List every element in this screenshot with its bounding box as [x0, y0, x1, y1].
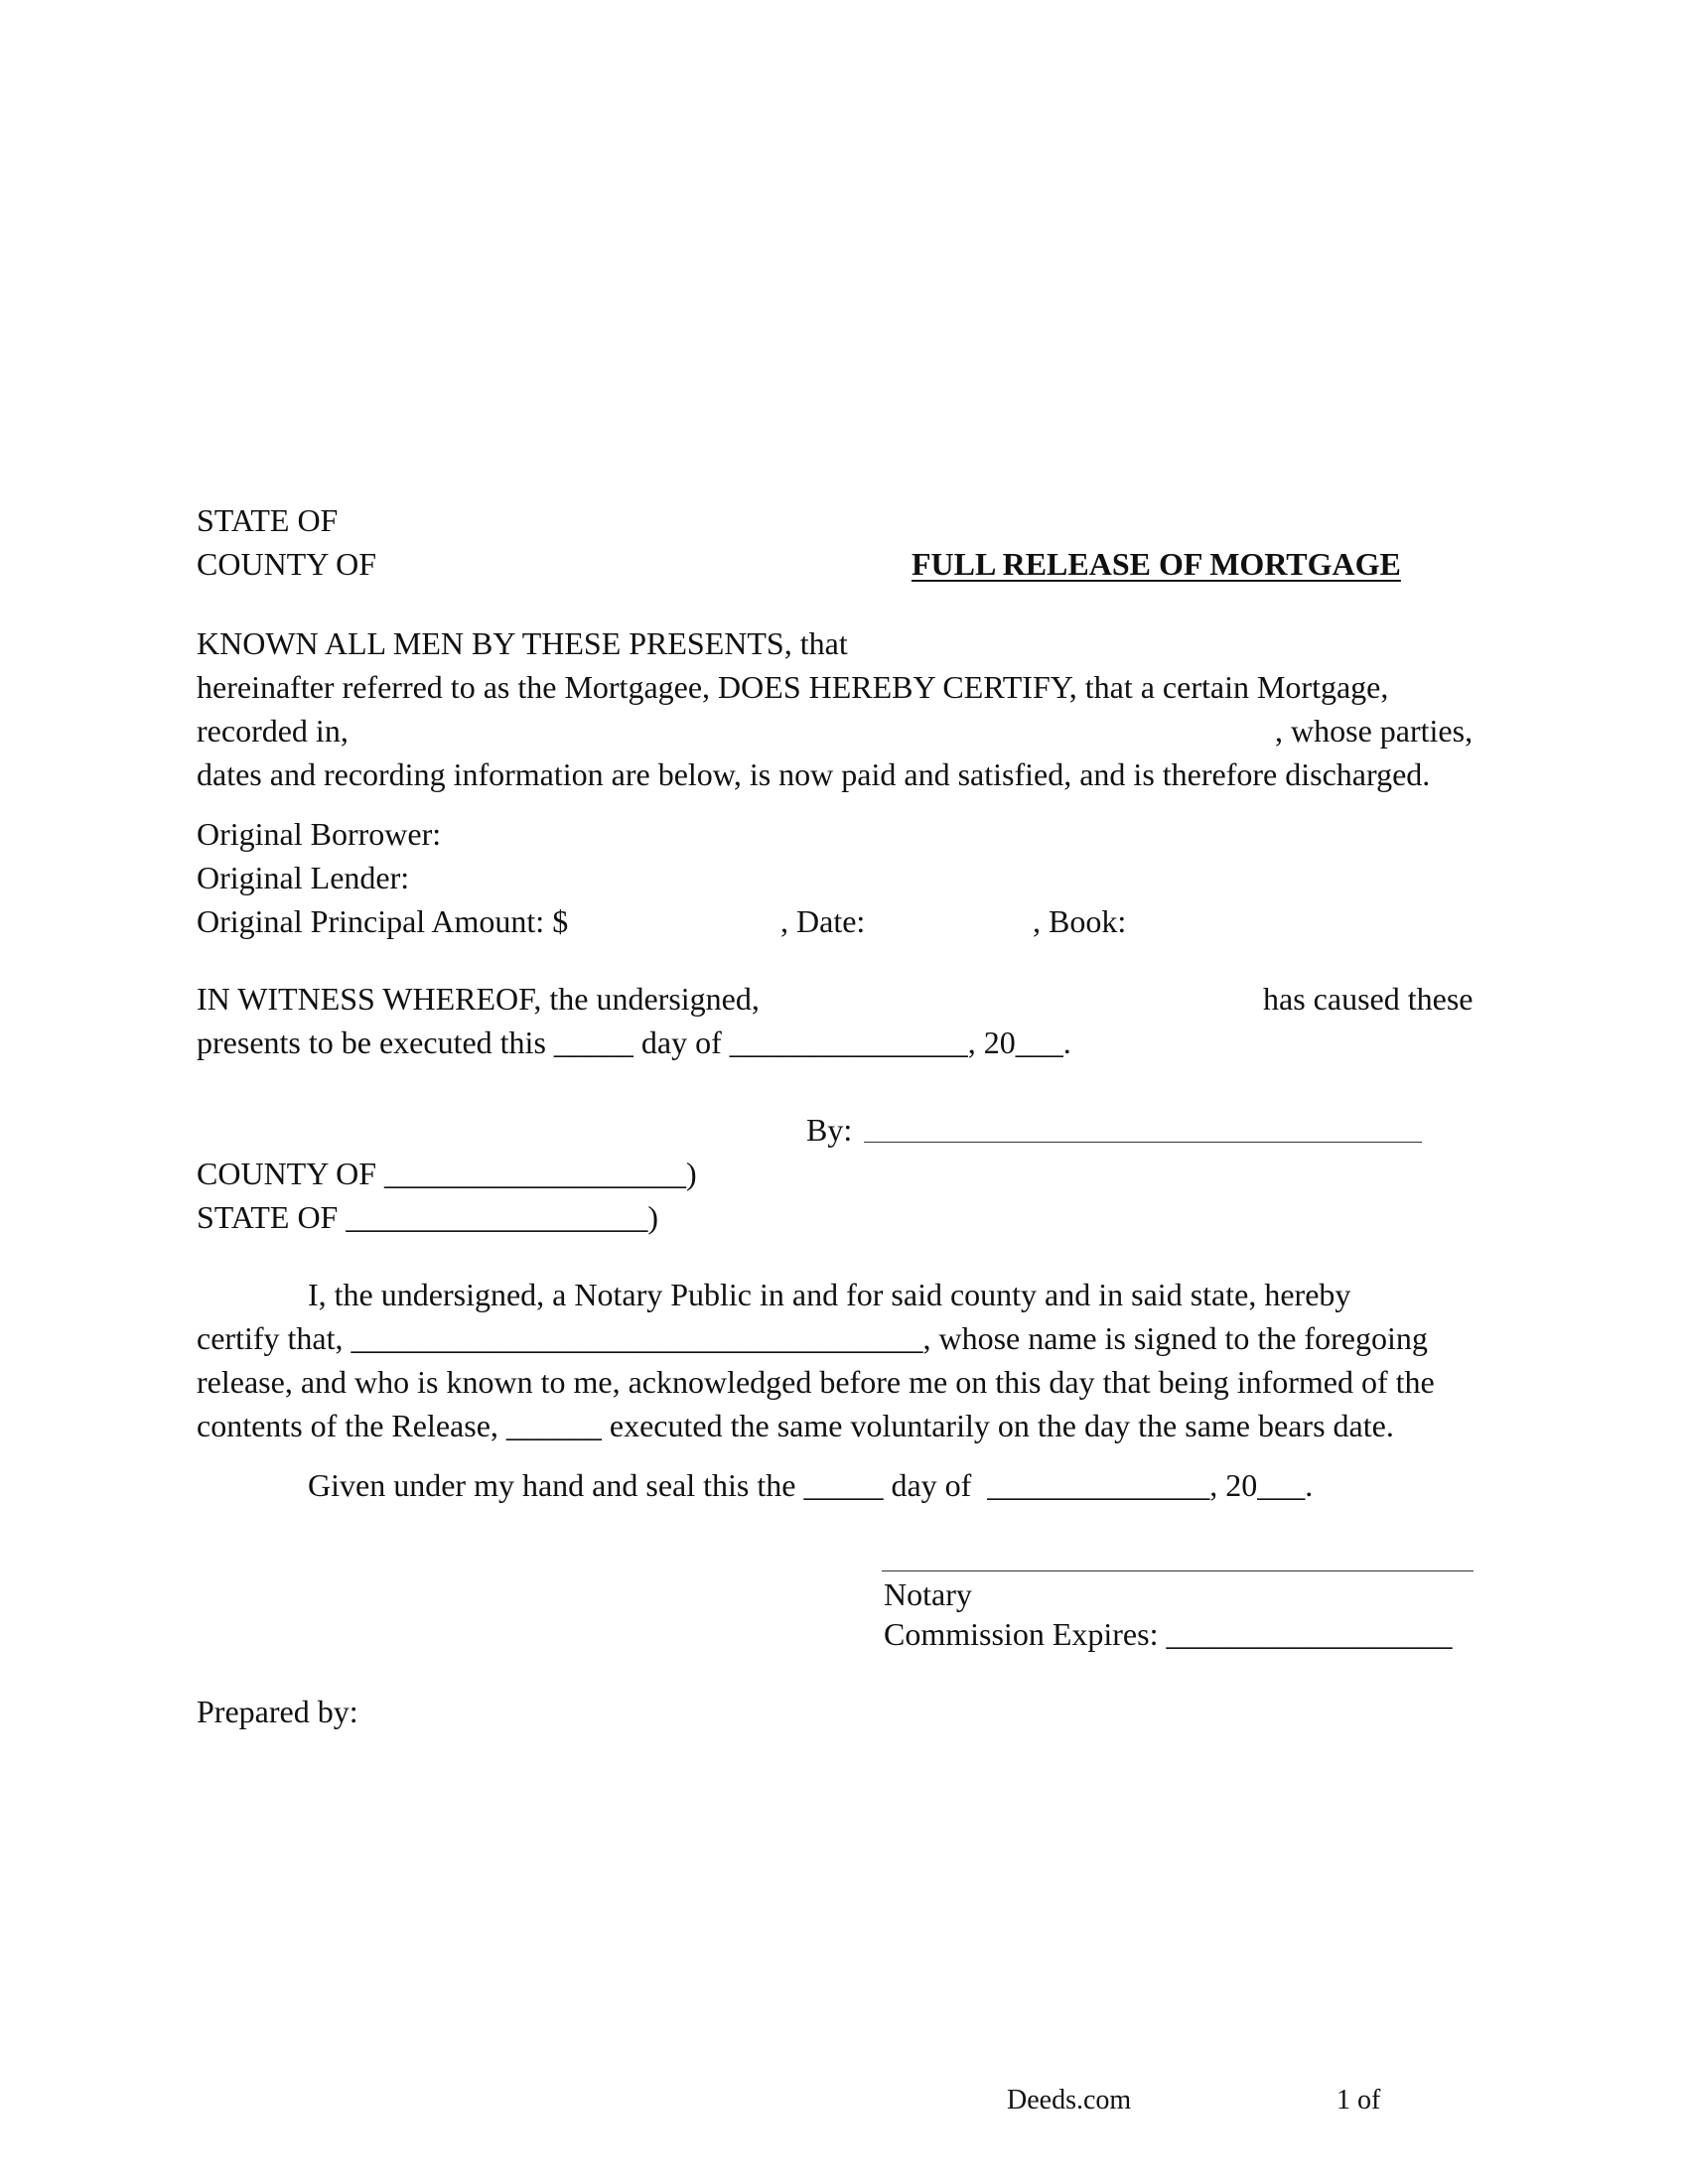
footer-page-number: 1 of: [1336, 2085, 1381, 2116]
state-label: STATE OF: [197, 502, 339, 538]
witness-line-1-end: has caused these: [1263, 981, 1474, 1017]
intro-line-3-end: , whose parties,: [1275, 713, 1474, 749]
original-amount-label: Original Principal Amount: $: [197, 903, 569, 939]
notary-line-2: certify that, ____________________________________, whose name is signed to the foregoing: [197, 1320, 1428, 1356]
book-label: , Book:: [1033, 903, 1127, 939]
intro-line-3-start: recorded in,: [197, 713, 349, 749]
notary-signature-line: [882, 1570, 1474, 1571]
original-borrower-label: Original Borrower:: [197, 816, 442, 852]
given-under-hand-line: Given under my hand and seal this the _____ day of ______________, 20___.: [308, 1467, 1314, 1503]
by-label: By:: [806, 1112, 853, 1148]
notary-line-1: I, the undersigned, a Notary Public in and for said county and in said state, hereby: [308, 1277, 1351, 1312]
date-label: , Date:: [780, 903, 866, 939]
notary-state-line: STATE OF ___________________): [197, 1199, 658, 1235]
original-lender-label: Original Lender:: [197, 860, 410, 895]
intro-line-2: hereinafter referred to as the Mortgagee, DOES HEREBY CERTIFY, that a certain Mortgage,: [197, 669, 1389, 705]
notary-label: Notary: [884, 1576, 972, 1612]
witness-line-2: presents to be executed this _____ day of _______________, 20___.: [197, 1024, 1071, 1060]
notary-line-3: release, and who is known to me, acknowledged before me on this day that being informed of the: [197, 1364, 1435, 1400]
notary-line-4: contents of the Release, ______ executed the same voluntarily on the day the same bears date.: [197, 1408, 1394, 1443]
signature-line: [864, 1142, 1422, 1143]
commission-expires-line: Commission Expires: __________________: [884, 1616, 1453, 1652]
county-label: COUNTY OF: [197, 546, 377, 582]
notary-county-line: COUNTY OF ___________________): [197, 1156, 697, 1191]
intro-line-4: dates and recording information are below, is now paid and satisfied, and is therefore discharged.: [197, 756, 1431, 792]
document-title: FULL RELEASE OF MORTGAGE: [912, 546, 1401, 582]
witness-line-1-start: IN WITNESS WHEREOF, the undersigned,: [197, 981, 760, 1017]
intro-line-1: KNOWN ALL MEN BY THESE PRESENTS, that: [197, 625, 848, 661]
footer-site: Deeds.com: [1007, 2085, 1132, 2116]
prepared-by-label: Prepared by:: [197, 1694, 358, 1729]
